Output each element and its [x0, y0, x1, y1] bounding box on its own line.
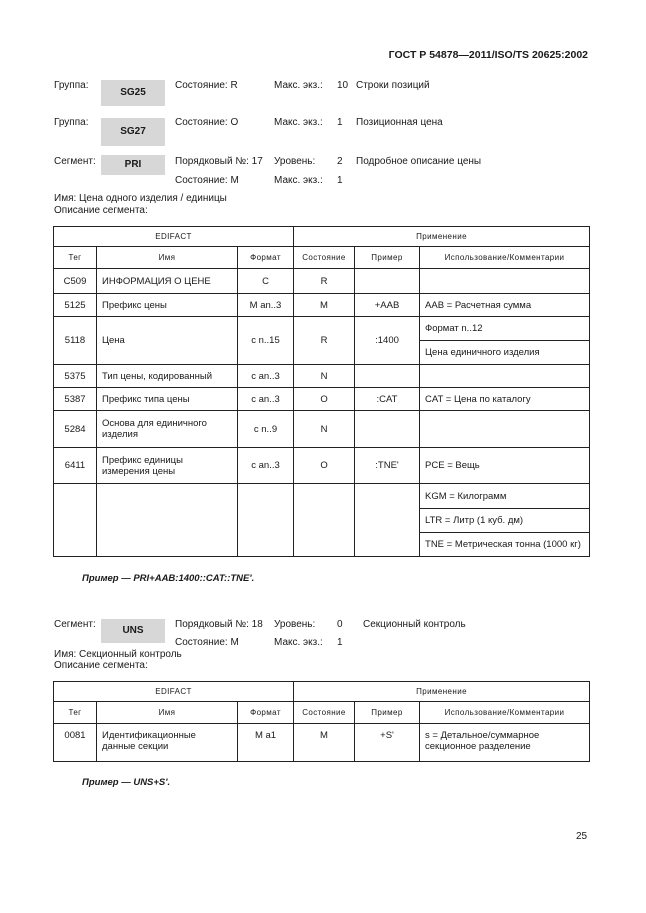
usage-cell: PCE = Вещь [420, 448, 590, 484]
name-line-2: данные секции [102, 741, 169, 752]
table-row [54, 411, 590, 448]
state-cell: M [294, 724, 355, 762]
empty-cell [54, 484, 97, 557]
segment-code-box: PRI [101, 155, 165, 175]
tag-cell: 5118 [54, 317, 97, 365]
segment-order: Порядковый №: 17 [175, 156, 263, 167]
col-format-header: Формат [238, 702, 294, 724]
state-cell: R [294, 317, 355, 365]
example-cell [355, 411, 420, 448]
format-cell: c an..3 [238, 448, 294, 484]
segment-order: Порядковый №: 18 [175, 619, 263, 630]
state-cell: O [294, 388, 355, 411]
segment-description: Подробное описание цены [356, 156, 482, 167]
edifact-header: EDIFACT [54, 227, 294, 247]
segment-state: Состояние: M [175, 637, 239, 648]
segment-level-label: Уровень: [274, 619, 316, 630]
usage-cell [420, 269, 590, 294]
name-cell: Тип цены, кодированный [97, 365, 238, 388]
usage-cell: KGM = Килограмм [420, 484, 590, 509]
segment-level-label: Уровень: [274, 156, 316, 167]
empty-cell [238, 484, 294, 557]
usage-line-1: s = Детальное/суммарное [425, 730, 540, 741]
group-description: Позиционная цена [356, 117, 443, 128]
segment-description-label: Описание сегмента: [54, 660, 148, 671]
example-cell [355, 269, 420, 294]
col-state-header: Состояние [294, 247, 355, 269]
col-tag-header: Тег [54, 702, 97, 724]
table-row [54, 269, 590, 294]
col-usage-header: Использование/Комментарии [420, 247, 590, 269]
table-row [54, 448, 590, 484]
usage-cell [420, 411, 590, 448]
group-max-value: 1 [337, 117, 343, 128]
name-cell [97, 448, 238, 484]
segment-name: Имя: Цена одного изделия / единицы [54, 193, 227, 204]
application-header: Применение [294, 682, 590, 702]
state-cell: N [294, 365, 355, 388]
name-line-2: изделия [102, 429, 138, 440]
group-description: Строки позиций [356, 80, 430, 91]
page-number: 25 [576, 831, 588, 842]
segment-name: Имя: Секционный контроль [54, 649, 182, 660]
group-max-label: Макс. экз.: [274, 117, 323, 128]
col-usage-header: Использование/Комментарии [420, 702, 590, 724]
name-cell: ИНФОРМАЦИЯ О ЦЕНЕ [97, 269, 238, 294]
name-cell: Префикс типа цены [97, 388, 238, 411]
col-format-header: Формат [238, 247, 294, 269]
name-line-1: Идентификационные [102, 730, 196, 741]
example-cell [355, 365, 420, 388]
group-code-box: SG25 [101, 80, 165, 106]
segment-label: Сегмент: [54, 156, 96, 167]
segment-max-value: 1 [337, 637, 343, 648]
col-state-header: Состояние [294, 702, 355, 724]
segment-max-value: 1 [337, 175, 343, 186]
table-row [54, 317, 590, 341]
tag-cell: 6411 [54, 448, 97, 484]
group-state: Состояние: O [175, 117, 239, 128]
usage-cell: CAT = Цена по каталогу [420, 388, 590, 411]
tag-cell: 5375 [54, 365, 97, 388]
usage-cell [420, 724, 590, 762]
uns-example: Пример — UNS+S'. [82, 777, 171, 788]
group-max-value: 10 [337, 80, 349, 91]
usage-line-2: секционное разделение [425, 741, 531, 752]
application-header: Применение [294, 227, 590, 247]
tag-cell: 0081 [54, 724, 97, 762]
usage-cell: Формат n..12 [420, 317, 590, 341]
empty-cell [294, 484, 355, 557]
empty-cell [355, 484, 420, 557]
group-label: Группа: [54, 80, 89, 91]
usage-cell: LTR = Литр (1 куб. дм) [420, 509, 590, 533]
state-cell: M [294, 294, 355, 317]
segment-level-value: 2 [337, 156, 343, 167]
edifact-header: EDIFACT [54, 682, 294, 702]
name-line-1: Префикс единицы [102, 454, 183, 466]
col-example-header: Пример [355, 247, 420, 269]
name-line-1: Основа для единичного [102, 418, 207, 429]
state-cell: O [294, 448, 355, 484]
pri-segment-table [53, 226, 590, 557]
format-cell: c an..3 [238, 365, 294, 388]
standard-header: ГОСТ Р 54878—2011/ISO/TS 20625:2002 [388, 49, 588, 61]
usage-cell [420, 365, 590, 388]
col-name-header: Имя [97, 247, 238, 269]
segment-code-box: UNS [101, 619, 165, 643]
format-cell: C [238, 269, 294, 294]
usage-cell: Цена единичного изделия [420, 341, 590, 365]
table-row [54, 724, 590, 762]
table-row [54, 365, 590, 388]
col-example-header: Пример [355, 702, 420, 724]
tag-cell: 5387 [54, 388, 97, 411]
segment-level-value: 0 [337, 619, 343, 630]
example-cell: +S' [355, 724, 420, 762]
segment-state: Состояние: M [175, 175, 239, 186]
example-cell: +AAB [355, 294, 420, 317]
usage-cell: TNE = Метрическая тонна (1000 кг) [420, 533, 590, 557]
format-cell: c an..3 [238, 388, 294, 411]
name-cell: Цена [97, 317, 238, 365]
col-tag-header: Тег [54, 247, 97, 269]
state-cell: N [294, 411, 355, 448]
segment-max-label: Макс. экз.: [274, 637, 323, 648]
uns-segment-table [53, 681, 590, 762]
segment-max-label: Макс. экз.: [274, 175, 323, 186]
table-row [54, 294, 590, 317]
empty-cell [97, 484, 238, 557]
group-max-label: Макс. экз.: [274, 80, 323, 91]
tag-cell: C509 [54, 269, 97, 294]
state-cell: R [294, 269, 355, 294]
group-code-box: SG27 [101, 118, 165, 146]
format-cell: c n..15 [238, 317, 294, 365]
name-line-2: измерения цены [102, 465, 176, 477]
pri-example: Пример — PRI+AAB:1400::CAT::TNE'. [82, 573, 255, 584]
tag-cell: 5284 [54, 411, 97, 448]
usage-cell: AAB = Расчетная сумма [420, 294, 590, 317]
example-cell: :TNE' [355, 448, 420, 484]
format-cell: c n..9 [238, 411, 294, 448]
col-name-header: Имя [97, 702, 238, 724]
table-row [54, 484, 590, 509]
segment-description-label: Описание сегмента: [54, 205, 148, 216]
table-row [54, 388, 590, 411]
group-state: Состояние: R [175, 80, 238, 91]
tag-cell: 5125 [54, 294, 97, 317]
name-cell [97, 411, 238, 448]
name-cell [97, 724, 238, 762]
example-cell: :1400 [355, 317, 420, 365]
name-cell: Префикс цены [97, 294, 238, 317]
example-cell: :CAT [355, 388, 420, 411]
format-cell: M a1 [238, 724, 294, 762]
segment-label: Сегмент: [54, 619, 96, 630]
format-cell: M an..3 [238, 294, 294, 317]
group-label: Группа: [54, 117, 89, 128]
segment-description: Секционный контроль [363, 619, 466, 630]
